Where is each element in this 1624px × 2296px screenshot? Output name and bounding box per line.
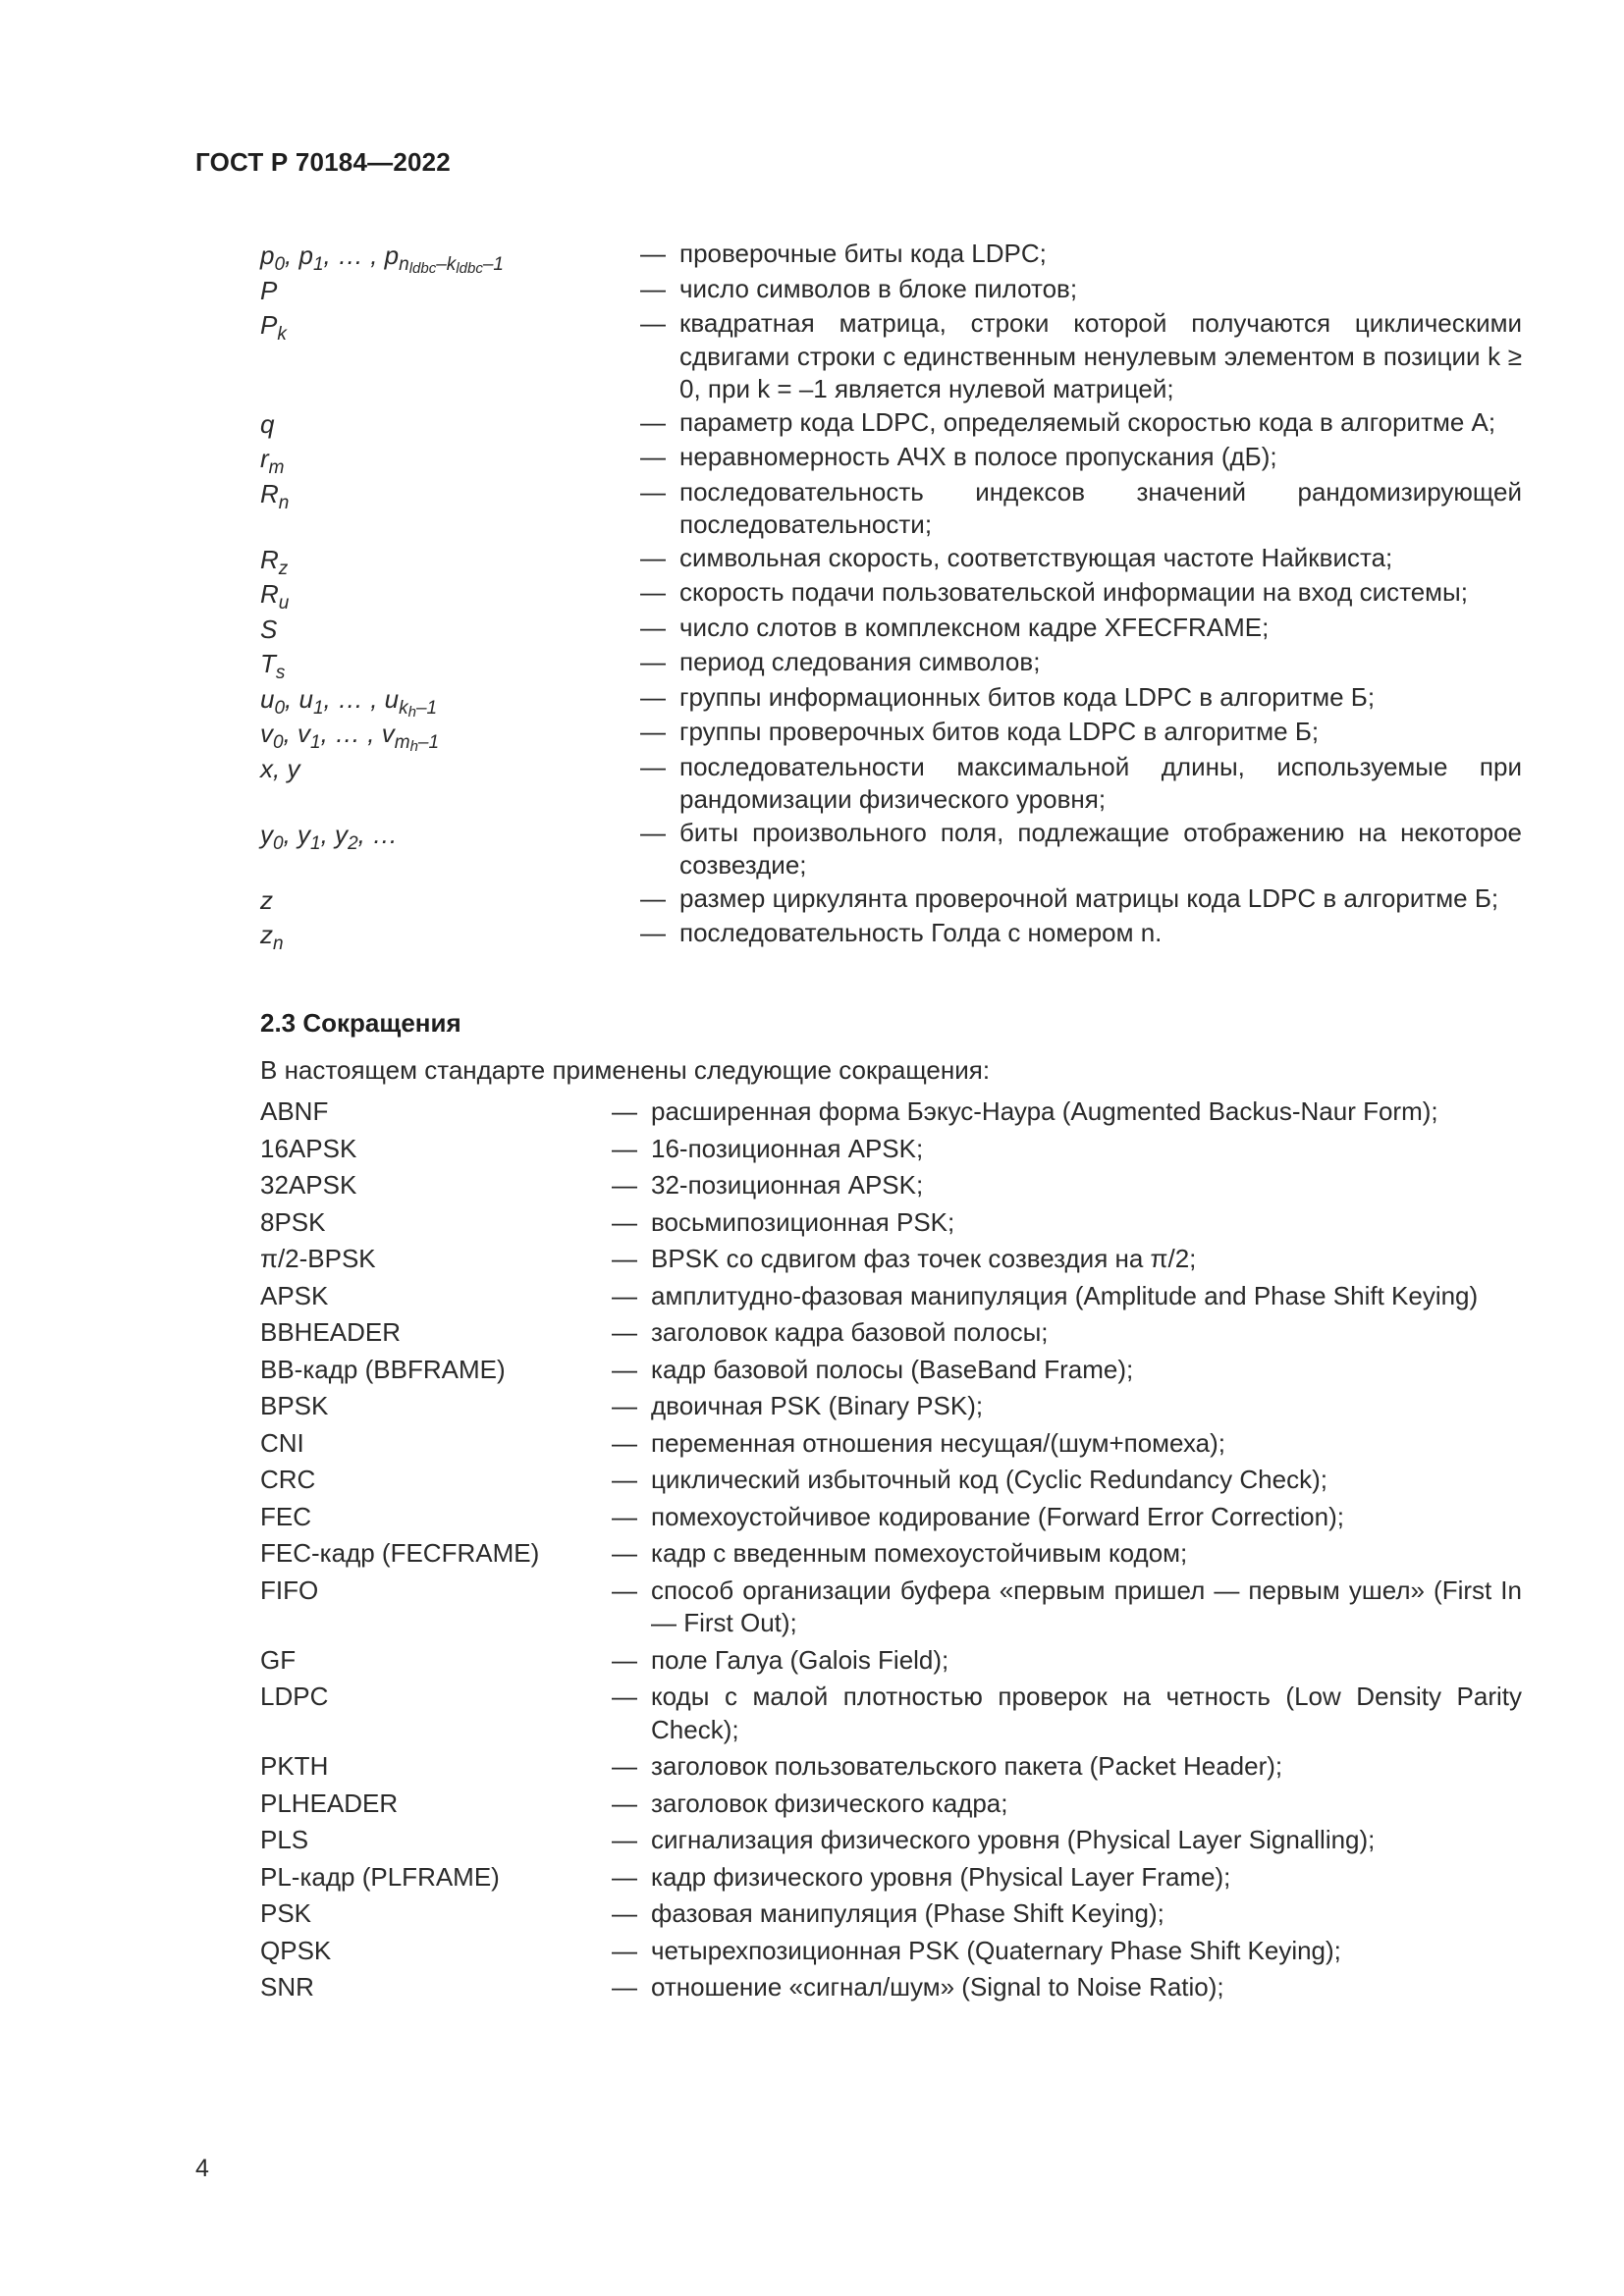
symbol-row: [260, 238, 1522, 277]
abbreviation-dash: —: [612, 1501, 637, 1531]
abbreviation-dash: —: [612, 1861, 637, 1892]
symbol-term: $r_m$: [260, 444, 285, 478]
symbol-term: $R_n$: [260, 478, 290, 513]
section-title: 2.3 Сокращения: [260, 1008, 461, 1038]
abbreviation-definition: отношение «сигнал/шум» (Signal to Noise Ratio);: [651, 1972, 1224, 2002]
abbreviation-row: [260, 1354, 1522, 1387]
symbol-row: [260, 817, 1522, 882]
symbol-row: [260, 917, 1522, 952]
abbreviation-dash: —: [612, 1170, 637, 1200]
abbreviation-dash: —: [612, 1244, 637, 1273]
symbol-row: [260, 441, 1522, 476]
abbreviation-row: [260, 1824, 1522, 1857]
symbol-term: $u_0$, $u_1$, … , $u_{k_h-1}$: [260, 683, 438, 721]
abbreviation-definition: заголовок физического кадра;: [651, 1788, 1008, 1818]
abbreviation-dash: —: [612, 1354, 637, 1384]
symbol-definition: неравномерность АЧХ в полосе пропускания (дБ);: [679, 442, 1277, 471]
abbreviation-row: [260, 1464, 1522, 1497]
symbol-row: [260, 646, 1522, 681]
abbreviation-dash: —: [612, 1391, 637, 1420]
symbol-dash: —: [640, 612, 666, 642]
symbol-row: [260, 576, 1522, 612]
symbol-definition: последовательность индексов значений рандомизирующей последовательности;: [679, 476, 1522, 539]
symbol-row: [260, 751, 1522, 817]
abbreviation-term: ABNF: [260, 1096, 329, 1126]
symbol-term: $P_k$: [260, 310, 287, 345]
symbol-row: [260, 476, 1522, 542]
abbreviation-definition: двоичная PSK (Binary PSK);: [651, 1391, 984, 1420]
symbol-definition: параметр кода LDPC, определяемый скоростью кода в алгоритме А;: [679, 406, 1496, 437]
abbreviation-definition: расширенная форма Бэкус-Наура (Augmented Backus-Naur Form);: [651, 1096, 1438, 1126]
abbreviation-definition: помехоустойчивое кодирование (Forward Error Correction);: [651, 1501, 1344, 1531]
symbol-dash: —: [640, 647, 666, 676]
symbol-term: S: [260, 614, 278, 644]
abbreviation-definition: амплитудно-фазовая манипуляция (Amplitude and Phase Shift Keying): [651, 1280, 1479, 1310]
symbol-definition: проверочные биты кода LDPC;: [679, 239, 1047, 268]
abbreviation-definition: кадр с введенным помехоустойчивым кодом;: [651, 1538, 1188, 1568]
symbol-dash: —: [640, 918, 666, 947]
abbreviation-term: APSK: [260, 1280, 329, 1310]
symbol-dash: —: [640, 308, 666, 338]
symbol-row: [260, 612, 1522, 647]
abbreviation-row: [260, 1169, 1522, 1202]
abbreviation-definition: кадр физического уровня (Physical Layer Frame);: [651, 1861, 1231, 1892]
abbreviation-row: [260, 1971, 1522, 2004]
abbreviation-definition: фазовая манипуляция (Phase Shift Keying);: [651, 1898, 1164, 1928]
abbreviation-definition: заголовок пользовательского пакета (Packet Header);: [651, 1751, 1283, 1781]
abbreviation-term: FEC: [260, 1501, 311, 1531]
abbreviation-dash: —: [612, 1465, 637, 1494]
abbreviation-term: PL-кадр (PLFRAME): [260, 1861, 500, 1892]
symbol-row: [260, 882, 1522, 918]
abbreviation-term: 32APSK: [260, 1170, 357, 1200]
abbreviation-term: 8PSK: [260, 1206, 326, 1237]
symbol-definition: группы проверочных битов кода LDPC в алгоритме Б;: [679, 717, 1320, 746]
symbol-dash: —: [640, 542, 666, 572]
abbreviation-dash: —: [612, 1825, 637, 1854]
symbol-term: q: [260, 408, 275, 439]
symbol-definition: число слотов в комплексном кадре XFECFRAME;: [679, 612, 1270, 642]
abbreviation-term: QPSK: [260, 1935, 332, 1965]
abbreviation-definition: заголовок кадра базовой полосы;: [651, 1317, 1049, 1347]
abbreviation-dash: —: [612, 1972, 637, 2002]
abbreviation-term: 16APSK: [260, 1133, 357, 1163]
abbreviation-definition: BPSK со сдвигом фаз точек созвездия на π/2;: [651, 1244, 1197, 1273]
abbreviation-definition: восьмипозиционная PSK;: [651, 1206, 955, 1237]
abbreviation-dash: —: [612, 1206, 637, 1237]
abbreviation-term: PLS: [260, 1825, 309, 1854]
symbol-term: $T_s$: [260, 649, 286, 683]
document-header: ГОСТ Р 70184—2022: [195, 147, 451, 177]
abbreviation-dash: —: [612, 1280, 637, 1310]
abbreviation-term: PKTH: [260, 1751, 329, 1781]
abbreviation-row: [260, 1316, 1522, 1350]
abbreviation-term: PLHEADER: [260, 1788, 399, 1818]
symbols-list: [260, 238, 1522, 952]
symbol-definition: число символов в блоке пилотов;: [679, 273, 1078, 303]
symbol-dash: —: [640, 717, 666, 746]
abbreviation-dash: —: [612, 1682, 637, 1711]
page-number: 4: [195, 2155, 209, 2182]
symbol-term: $v_0$, $v_1$, … , $v_{m_h-1}$: [260, 719, 440, 755]
symbol-term: P: [260, 275, 278, 305]
symbol-row: [260, 273, 1522, 308]
symbol-dash: —: [640, 577, 666, 607]
abbreviations-list: [260, 1095, 1522, 2008]
abbreviation-dash: —: [612, 1317, 637, 1347]
symbol-definition: размер циркулянта проверочной матрицы кода LDPC в алгоритме Б;: [679, 882, 1499, 913]
abbreviation-dash: —: [612, 1751, 637, 1781]
symbol-definition: группы информационных битов кода LDPC в алгоритме Б;: [679, 681, 1376, 712]
abbreviation-row: [260, 1501, 1522, 1534]
abbreviation-definition: кадр базовой полосы (BaseBand Frame);: [651, 1354, 1134, 1384]
symbol-dash: —: [640, 817, 666, 847]
symbol-definition: последовательности максимальной длины, используемые при рандомизации физического уровня;: [679, 751, 1522, 814]
symbol-row: [260, 406, 1522, 442]
abbreviation-definition: способ организации буфера «первым пришел — первым ушел» (First In — First Out);: [651, 1575, 1522, 1637]
symbol-dash: —: [640, 239, 666, 268]
abbreviation-row: [260, 1133, 1522, 1166]
abbreviation-term: FIFO: [260, 1575, 319, 1605]
abbreviation-term: BBHEADER: [260, 1317, 402, 1347]
abbreviation-dash: —: [612, 1096, 637, 1126]
abbreviation-term: LDPC: [260, 1682, 329, 1711]
abbreviation-row: [260, 1935, 1522, 1968]
symbol-dash: —: [640, 442, 666, 471]
abbreviation-dash: —: [612, 1898, 637, 1928]
symbol-dash: —: [640, 751, 666, 781]
abbreviation-term: GF: [260, 1644, 297, 1675]
symbol-term: x, y: [260, 753, 300, 783]
abbreviation-row: [260, 1280, 1522, 1313]
abbreviation-row: [260, 1897, 1522, 1931]
symbol-dash: —: [640, 681, 666, 712]
symbol-term: $p_0$, $p_1$, … , $p_{n_{ldbc}-k_{ldbc}-1}$: [260, 240, 504, 277]
symbol-dash: —: [640, 406, 666, 437]
symbol-definition: символьная скорость, соответствующая частоте Найквиста;: [679, 542, 1393, 572]
abbreviation-definition: четырехпозиционная PSK (Quaternary Phase Shift Keying);: [651, 1935, 1341, 1965]
abbreviation-row: [260, 1537, 1522, 1571]
abbreviation-dash: —: [612, 1575, 637, 1605]
symbol-row: [260, 716, 1522, 755]
abbreviation-dash: —: [612, 1644, 637, 1675]
symbol-row: [260, 542, 1522, 577]
symbol-term: $R_u$: [260, 579, 290, 614]
abbreviation-row: [260, 1243, 1522, 1276]
symbol-definition: скорость подачи пользовательской информации на вход системы;: [679, 577, 1468, 607]
symbol-term: z: [260, 884, 273, 915]
abbreviation-term: BB-кадр (BBFRAME): [260, 1354, 506, 1384]
abbreviation-definition: сигнализация физического уровня (Physical Layer Signalling);: [651, 1825, 1376, 1854]
abbreviation-term: CRC: [260, 1465, 316, 1494]
abbreviation-dash: —: [612, 1538, 637, 1568]
abbreviation-term: PSK: [260, 1898, 312, 1928]
symbol-definition: квадратная матрица, строки которой получаются циклическими сдвигами строки с единственным ненулевым элементом в позиции k ≥ 0, при k = –1 является нулевой матрицей;: [679, 308, 1522, 403]
abbreviation-definition: коды с малой плотностью проверок на четность (Low Density Parity Check);: [651, 1682, 1522, 1744]
abbreviation-term: BPSK: [260, 1391, 329, 1420]
symbol-dash: —: [640, 273, 666, 303]
abbreviation-row: [260, 1788, 1522, 1821]
abbreviation-row: [260, 1095, 1522, 1129]
abbreviation-term: FEC-кадр (FECFRAME): [260, 1538, 540, 1568]
abbreviation-row: [260, 1390, 1522, 1423]
abbreviation-term: π/2-BPSK: [260, 1244, 376, 1273]
abbreviation-dash: —: [612, 1133, 637, 1163]
abbreviation-row: [260, 1681, 1522, 1746]
abbreviation-dash: —: [612, 1427, 637, 1458]
symbol-term: $R_z$: [260, 544, 289, 579]
symbol-dash: —: [640, 882, 666, 913]
symbol-row: [260, 681, 1522, 721]
abbreviation-row: [260, 1750, 1522, 1784]
abbreviation-dash: —: [612, 1788, 637, 1818]
symbol-dash: —: [640, 476, 666, 507]
abbreviation-row: [260, 1427, 1522, 1461]
abbreviation-row: [260, 1575, 1522, 1640]
section-intro: В настоящем стандарте применены следующие сокращения:: [260, 1055, 991, 1085]
symbol-term: $y_0$, $y_1$, $y_2$, …: [260, 819, 399, 854]
abbreviation-row: [260, 1861, 1522, 1895]
symbol-row: [260, 307, 1522, 406]
abbreviation-term: CNI: [260, 1427, 304, 1458]
abbreviation-row: [260, 1206, 1522, 1240]
abbreviation-row: [260, 1644, 1522, 1678]
abbreviation-definition: переменная отношения несущая/(шум+помеха);: [651, 1427, 1225, 1458]
abbreviation-definition: 16-позиционная APSK;: [651, 1133, 924, 1163]
symbol-definition: период следования символов;: [679, 647, 1041, 676]
symbol-definition: биты произвольного поля, подлежащие отображению на некоторое созвездие;: [679, 817, 1522, 880]
abbreviation-term: SNR: [260, 1972, 314, 2002]
abbreviation-definition: 32-позиционная APSK;: [651, 1170, 924, 1200]
symbol-definition: последовательность Голда с номером n.: [679, 918, 1163, 947]
abbreviation-definition: поле Галуа (Galois Field);: [651, 1644, 949, 1675]
symbol-term: $z_n$: [260, 920, 284, 954]
abbreviation-dash: —: [612, 1935, 637, 1965]
abbreviation-definition: циклический избыточный код (Cyclic Redundancy Check);: [651, 1465, 1327, 1494]
